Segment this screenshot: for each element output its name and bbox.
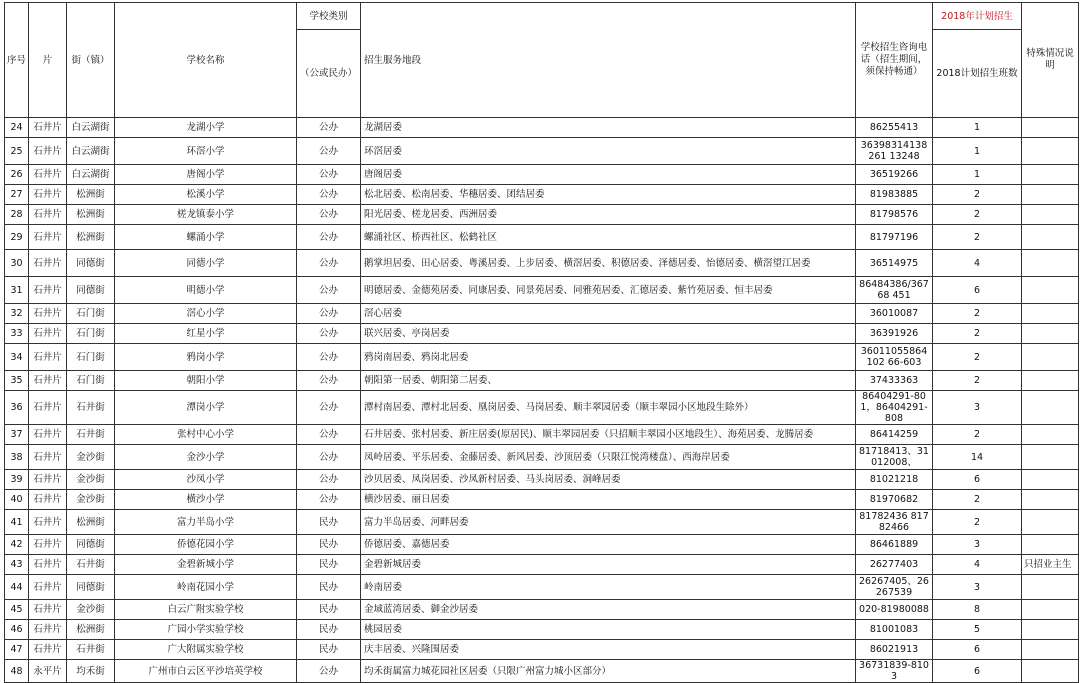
row-classes: 1 [933, 165, 1022, 185]
row-phone: 81983885 [856, 185, 933, 205]
row-seq: 25 [5, 138, 29, 165]
row-school: 滘心小学 [115, 304, 297, 324]
row-area: 石井片 [29, 555, 67, 575]
row-phone: 36519266 [856, 165, 933, 185]
row-service: 侨德居委、嘉德居委 [361, 535, 856, 555]
table-row [5, 205, 1079, 225]
row-type: 民办 [297, 555, 361, 575]
row-note [1022, 185, 1079, 205]
table-row [5, 445, 1079, 470]
row-classes: 2 [933, 425, 1022, 445]
row-school: 沙凤小学 [115, 470, 297, 490]
row-area: 石井片 [29, 535, 67, 555]
row-street: 石门街 [67, 304, 115, 324]
row-street: 石门街 [67, 344, 115, 371]
header-plan-sub: 2018计划招生班数 [933, 30, 1022, 118]
row-classes: 3 [933, 575, 1022, 600]
row-service: 桃园居委 [361, 620, 856, 640]
table-row [5, 425, 1079, 445]
row-street: 白云湖街 [67, 165, 115, 185]
table-row [5, 165, 1079, 185]
row-seq: 29 [5, 225, 29, 250]
row-school: 龙湖小学 [115, 118, 297, 138]
row-type: 公办 [297, 371, 361, 391]
row-classes: 1 [933, 118, 1022, 138]
row-note [1022, 371, 1079, 391]
header-school: 学校名称 [115, 3, 297, 118]
row-note [1022, 425, 1079, 445]
row-phone: 26267405、26267539 [856, 575, 933, 600]
table-row [5, 138, 1079, 165]
row-school: 岭南花园小学 [115, 575, 297, 600]
row-school: 金碧新城小学 [115, 555, 297, 575]
row-phone: 36010087 [856, 304, 933, 324]
row-phone: 86404291-801，86404291-808 [856, 391, 933, 425]
row-note [1022, 445, 1079, 470]
row-phone: 81797196 [856, 225, 933, 250]
row-service: 滘心居委 [361, 304, 856, 324]
row-classes: 5 [933, 620, 1022, 640]
table-row [5, 118, 1079, 138]
row-note [1022, 225, 1079, 250]
row-service: 潭村南居委、潭村北居委、凰岗居委、马岗居委、顺丰翠园居委（顺丰翠园小区地段生除外） [361, 391, 856, 425]
table-row [5, 600, 1079, 620]
row-service: 鸦岗南居委、鸦岗北居委 [361, 344, 856, 371]
header-plan-group: 2018年计划招生 [933, 3, 1022, 30]
row-school: 广大附属实验学校 [115, 640, 297, 660]
row-type: 公办 [297, 205, 361, 225]
row-note [1022, 250, 1079, 277]
row-type: 民办 [297, 535, 361, 555]
row-school: 侨德花园小学 [115, 535, 297, 555]
row-school: 潭岗小学 [115, 391, 297, 425]
row-phone: 81001083 [856, 620, 933, 640]
header-type-sub: （公或民办） [297, 30, 361, 118]
row-school: 唐阁小学 [115, 165, 297, 185]
row-type: 民办 [297, 575, 361, 600]
row-phone: 36011055864102 66-603 [856, 344, 933, 371]
row-phone: 81718413、31012008、 [856, 445, 933, 470]
row-street: 白云湖街 [67, 138, 115, 165]
row-service: 松北居委、松南居委、华穗居委、团结居委 [361, 185, 856, 205]
row-seq: 48 [5, 660, 29, 683]
header-phone: 学校招生咨询电话（招生期间，须保持畅通） [856, 3, 933, 118]
row-service: 朝阳第一居委、朝阳第二居委、 [361, 371, 856, 391]
row-seq: 45 [5, 600, 29, 620]
table-body [5, 118, 1079, 683]
table-row [5, 225, 1079, 250]
row-street: 石井街 [67, 555, 115, 575]
row-seq: 42 [5, 535, 29, 555]
row-seq: 28 [5, 205, 29, 225]
row-service: 沙贝居委、凤岗居委、沙凤新村居委、马头岗居委、洞峰居委 [361, 470, 856, 490]
row-area: 石井片 [29, 165, 67, 185]
row-school: 朝阳小学 [115, 371, 297, 391]
row-phone: 81021218 [856, 470, 933, 490]
row-area: 石井片 [29, 391, 67, 425]
row-street: 石井街 [67, 640, 115, 660]
row-type: 公办 [297, 425, 361, 445]
row-classes: 6 [933, 277, 1022, 304]
row-school: 松溪小学 [115, 185, 297, 205]
enrollment-table [4, 2, 1079, 683]
row-note [1022, 165, 1079, 185]
row-phone: 81798576 [856, 205, 933, 225]
row-type: 民办 [297, 600, 361, 620]
row-service: 唐阁居委 [361, 165, 856, 185]
row-note [1022, 324, 1079, 344]
table-row [5, 277, 1079, 304]
row-street: 白云湖街 [67, 118, 115, 138]
row-street: 松洲街 [67, 225, 115, 250]
row-school: 同德小学 [115, 250, 297, 277]
row-type: 公办 [297, 185, 361, 205]
row-classes: 6 [933, 660, 1022, 683]
row-phone: 36391926 [856, 324, 933, 344]
table-row [5, 391, 1079, 425]
table-row [5, 371, 1079, 391]
row-type: 公办 [297, 277, 361, 304]
header-service: 招生服务地段 [361, 3, 856, 118]
row-seq: 44 [5, 575, 29, 600]
row-classes: 2 [933, 371, 1022, 391]
row-type: 公办 [297, 344, 361, 371]
row-street: 松洲街 [67, 620, 115, 640]
row-service: 庆丰居委、兴隆围居委 [361, 640, 856, 660]
row-type: 公办 [297, 660, 361, 683]
table-row [5, 660, 1079, 683]
row-classes: 8 [933, 600, 1022, 620]
row-street: 石井街 [67, 425, 115, 445]
row-area: 石井片 [29, 277, 67, 304]
row-seq: 26 [5, 165, 29, 185]
row-note [1022, 118, 1079, 138]
row-classes: 2 [933, 304, 1022, 324]
header-street: 街（镇） [67, 3, 115, 118]
row-phone: 86484386/36768 451 [856, 277, 933, 304]
row-note [1022, 344, 1079, 371]
table-row [5, 535, 1079, 555]
row-seq: 34 [5, 344, 29, 371]
row-phone: 86255413 [856, 118, 933, 138]
row-note [1022, 277, 1079, 304]
row-classes: 2 [933, 344, 1022, 371]
row-type: 公办 [297, 470, 361, 490]
row-area: 石井片 [29, 205, 67, 225]
row-note [1022, 304, 1079, 324]
row-school: 红星小学 [115, 324, 297, 344]
row-area: 石井片 [29, 445, 67, 470]
row-service: 螺涌社区、桥西社区、松鹤社区 [361, 225, 856, 250]
row-classes: 14 [933, 445, 1022, 470]
table-row [5, 640, 1079, 660]
row-phone: 020-81980088 [856, 600, 933, 620]
row-area: 石井片 [29, 138, 67, 165]
row-classes: 4 [933, 555, 1022, 575]
row-phone: 36398314138261 13248 [856, 138, 933, 165]
row-service: 石井居委、张村居委、新庄居委(原居民)、顺丰翠园居委（只招顺丰翠园小区地段生）、海苑居委、龙腾居委 [361, 425, 856, 445]
row-classes: 2 [933, 205, 1022, 225]
row-type: 公办 [297, 165, 361, 185]
row-phone: 86021913 [856, 640, 933, 660]
row-seq: 40 [5, 490, 29, 510]
row-phone: 81782436 81782466 [856, 510, 933, 535]
table-row [5, 185, 1079, 205]
row-street: 松洲街 [67, 185, 115, 205]
row-service: 凤岭居委、平乐居委、金藤居委、新风居委、沙顶居委（只限江悦湾楼盘）、西海岸居委 [361, 445, 856, 470]
table-row [5, 510, 1079, 535]
row-type: 公办 [297, 225, 361, 250]
header-area: 片 [29, 3, 67, 118]
row-area: 石井片 [29, 510, 67, 535]
row-classes: 3 [933, 391, 1022, 425]
row-school: 螺涌小学 [115, 225, 297, 250]
row-street: 石井街 [67, 391, 115, 425]
row-classes: 2 [933, 225, 1022, 250]
row-school: 广园小学实验学校 [115, 620, 297, 640]
row-seq: 39 [5, 470, 29, 490]
row-phone: 36514975 [856, 250, 933, 277]
row-street: 松洲街 [67, 205, 115, 225]
header-seq: 序号 [5, 3, 29, 118]
row-area: 石井片 [29, 225, 67, 250]
row-note [1022, 600, 1079, 620]
row-street: 金沙街 [67, 490, 115, 510]
row-seq: 38 [5, 445, 29, 470]
row-service: 鹅掌坦居委、田心居委、粤溪居委、上步居委、横滘居委、积德居委、泽德居委、怡德居委、横滘望江居委 [361, 250, 856, 277]
row-classes: 6 [933, 470, 1022, 490]
row-school: 环滘小学 [115, 138, 297, 165]
row-classes: 6 [933, 640, 1022, 660]
row-school: 广州市白云区平沙培英学校 [115, 660, 297, 683]
row-seq: 43 [5, 555, 29, 575]
row-school: 金沙小学 [115, 445, 297, 470]
row-note [1022, 490, 1079, 510]
row-service: 均禾街属富力城花园社区居委（只限广州富力城小区部分） [361, 660, 856, 683]
row-note [1022, 510, 1079, 535]
row-area: 石井片 [29, 250, 67, 277]
row-phone: 86461889 [856, 535, 933, 555]
row-service: 阳光居委、槎龙居委、西洲居委 [361, 205, 856, 225]
row-service: 富力半岛居委、河畔居委 [361, 510, 856, 535]
row-seq: 24 [5, 118, 29, 138]
row-area: 石井片 [29, 490, 67, 510]
row-area: 永平片 [29, 660, 67, 683]
row-area: 石井片 [29, 185, 67, 205]
row-service: 金域蓝湾居委、御金沙居委 [361, 600, 856, 620]
row-service: 龙湖居委 [361, 118, 856, 138]
row-note [1022, 660, 1079, 683]
row-type: 公办 [297, 304, 361, 324]
row-type: 公办 [297, 490, 361, 510]
row-phone: 86414259 [856, 425, 933, 445]
row-classes: 2 [933, 324, 1022, 344]
row-service: 横沙居委、丽日居委 [361, 490, 856, 510]
row-seq: 47 [5, 640, 29, 660]
row-seq: 30 [5, 250, 29, 277]
row-note [1022, 470, 1079, 490]
row-seq: 32 [5, 304, 29, 324]
row-seq: 27 [5, 185, 29, 205]
row-type: 公办 [297, 138, 361, 165]
header-notes: 特殊情况说明 [1022, 3, 1079, 118]
row-street: 同德街 [67, 277, 115, 304]
row-area: 石井片 [29, 324, 67, 344]
row-type: 民办 [297, 620, 361, 640]
row-phone: 81970682 [856, 490, 933, 510]
row-area: 石井片 [29, 344, 67, 371]
table-row [5, 324, 1079, 344]
row-classes: 2 [933, 185, 1022, 205]
row-seq: 37 [5, 425, 29, 445]
row-note [1022, 620, 1079, 640]
row-area: 石井片 [29, 118, 67, 138]
row-area: 石井片 [29, 470, 67, 490]
row-street: 金沙街 [67, 600, 115, 620]
row-service: 联兴居委、亭岗居委 [361, 324, 856, 344]
row-street: 石门街 [67, 324, 115, 344]
row-street: 金沙街 [67, 445, 115, 470]
row-classes: 2 [933, 510, 1022, 535]
row-street: 同德街 [67, 575, 115, 600]
row-note [1022, 138, 1079, 165]
row-school: 张村中心小学 [115, 425, 297, 445]
row-area: 石井片 [29, 371, 67, 391]
table-row [5, 304, 1079, 324]
row-street: 均禾街 [67, 660, 115, 683]
row-classes: 1 [933, 138, 1022, 165]
row-area: 石井片 [29, 575, 67, 600]
table-row [5, 575, 1079, 600]
row-area: 石井片 [29, 425, 67, 445]
table-row [5, 344, 1079, 371]
row-school: 槎龙镇泰小学 [115, 205, 297, 225]
table-row [5, 490, 1079, 510]
row-street: 松洲街 [67, 510, 115, 535]
row-type: 公办 [297, 118, 361, 138]
row-street: 石门街 [67, 371, 115, 391]
row-street: 金沙街 [67, 470, 115, 490]
row-area: 石井片 [29, 640, 67, 660]
row-service: 岭南居委 [361, 575, 856, 600]
row-school: 横沙小学 [115, 490, 297, 510]
row-seq: 33 [5, 324, 29, 344]
row-note [1022, 535, 1079, 555]
row-note [1022, 205, 1079, 225]
row-phone: 26277403 [856, 555, 933, 575]
row-school: 富力半岛小学 [115, 510, 297, 535]
table-row [5, 250, 1079, 277]
row-note: 只招业主生 [1022, 555, 1079, 575]
row-area: 石井片 [29, 620, 67, 640]
row-type: 公办 [297, 250, 361, 277]
row-note [1022, 640, 1079, 660]
row-street: 同德街 [67, 250, 115, 277]
row-note [1022, 575, 1079, 600]
enrollment-table-container [4, 2, 1078, 682]
row-phone: 36731839-8103 [856, 660, 933, 683]
row-school: 鸦岗小学 [115, 344, 297, 371]
row-seq: 31 [5, 277, 29, 304]
row-type: 公办 [297, 324, 361, 344]
table-row [5, 555, 1079, 575]
row-school: 白云广附实验学校 [115, 600, 297, 620]
row-area: 石井片 [29, 600, 67, 620]
row-note [1022, 391, 1079, 425]
row-service: 环滘居委 [361, 138, 856, 165]
row-street: 同德街 [67, 535, 115, 555]
table-row [5, 470, 1079, 490]
row-type: 民办 [297, 510, 361, 535]
row-area: 石井片 [29, 304, 67, 324]
row-type: 民办 [297, 640, 361, 660]
row-phone: 37433363 [856, 371, 933, 391]
row-classes: 3 [933, 535, 1022, 555]
row-seq: 35 [5, 371, 29, 391]
row-service: 明德居委、金德苑居委、同康居委、同景苑居委、同雅苑居委、汇德居委、紫竹苑居委、恒丰居委 [361, 277, 856, 304]
row-type: 公办 [297, 391, 361, 425]
row-service: 金碧新城居委 [361, 555, 856, 575]
header-type-group: 学校类别 [297, 3, 361, 30]
row-school: 明德小学 [115, 277, 297, 304]
row-type: 公办 [297, 445, 361, 470]
row-classes: 2 [933, 490, 1022, 510]
row-seq: 41 [5, 510, 29, 535]
row-seq: 46 [5, 620, 29, 640]
row-seq: 36 [5, 391, 29, 425]
row-classes: 4 [933, 250, 1022, 277]
table-row [5, 620, 1079, 640]
